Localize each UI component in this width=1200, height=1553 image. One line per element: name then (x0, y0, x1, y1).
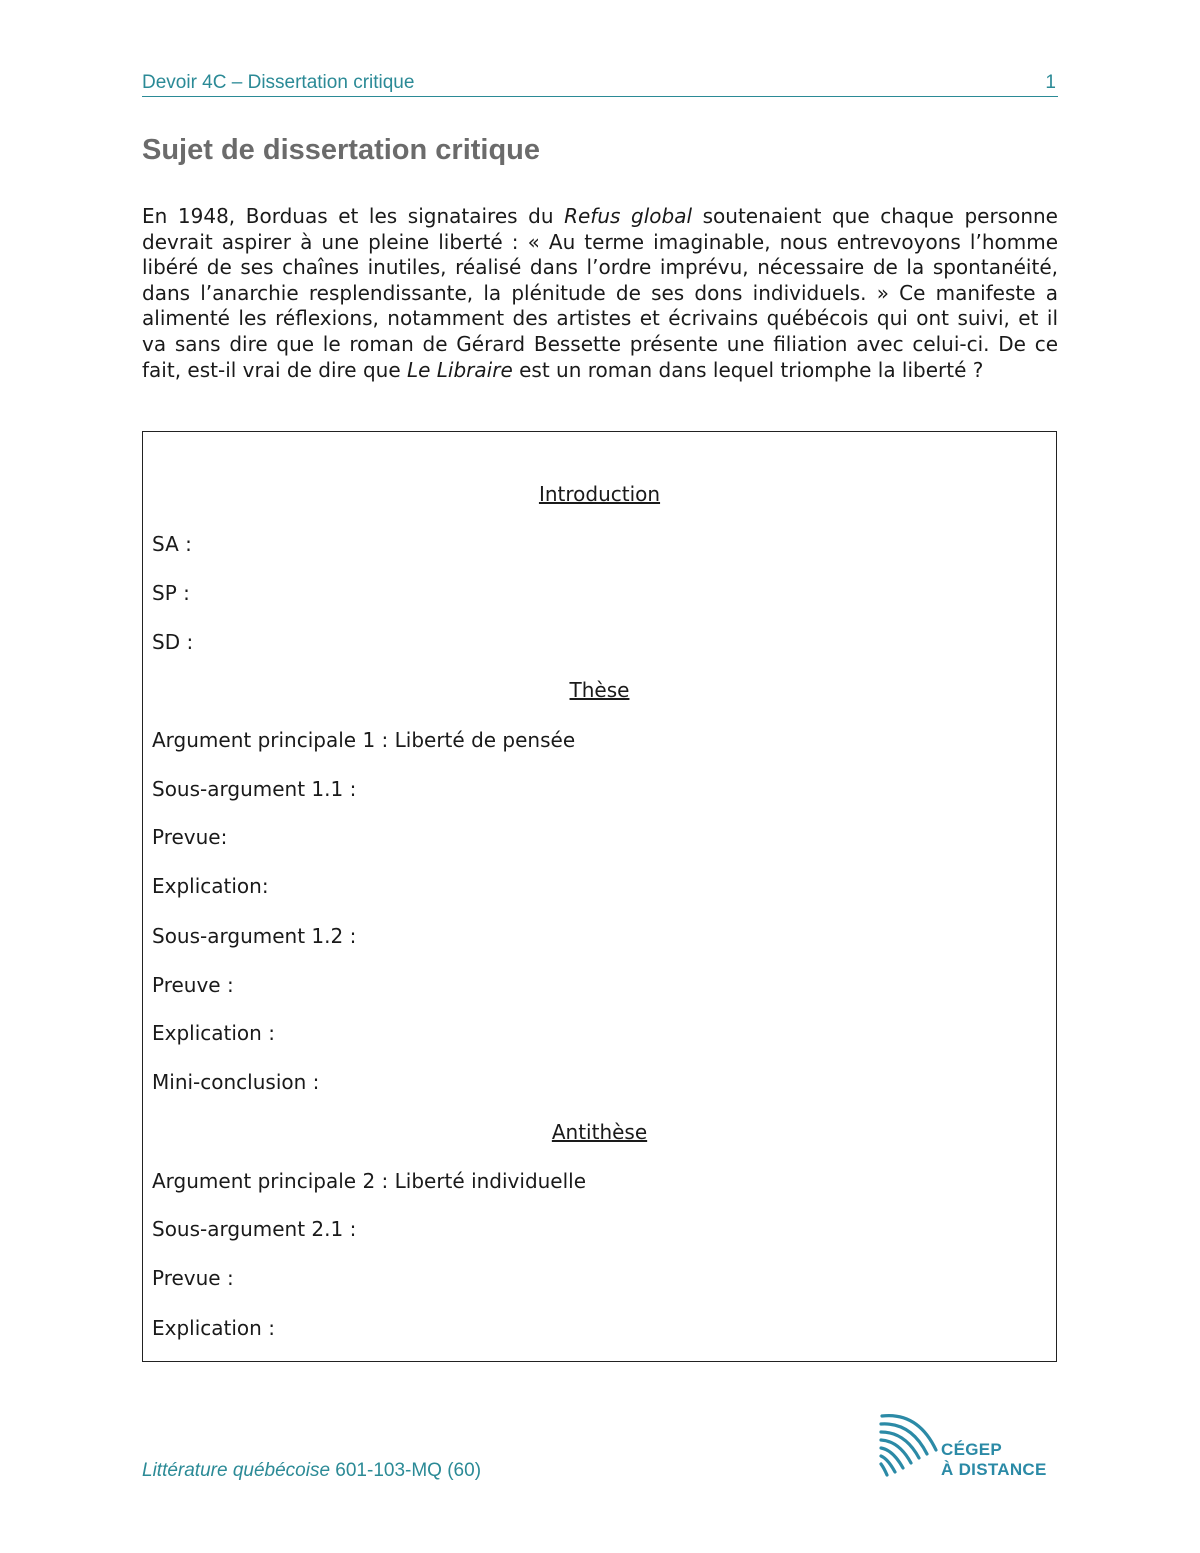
document-title: Sujet de dissertation critique (142, 134, 541, 166)
course-name: Littérature québécoise (142, 1460, 331, 1481)
sous-argument-1-2-line: Sous-argument 1.2 : (152, 924, 357, 948)
intro-text-2: soutenaient que chaque personne devrait aspirer à une pleine liberté : « Au terme imaginable, nous entrevoyons l’homme libéré de ses chaînes inutiles, réalisé dans l’ordre imprévu, nécessaire de la spontanéité, dans l’anarchie resplendissante, la plénitude de ses dons individuels. » Ce manifeste a alimenté les réflexions, notamment des artistes et écrivains québécois qui ont suivi, et il va sans dire que le roman de Gérard Bessette présente une filiation avec celui-ci. De ce fait, est-il vrai de dire que (142, 204, 1058, 382)
prevue-1-line: Prevue: (152, 825, 228, 849)
explication-3-line: Explication : (152, 1316, 275, 1340)
le-libraire-title: Le Libraire (406, 357, 513, 382)
antithese-heading: Antithèse (551, 1120, 648, 1144)
intro-text-1: En 1948, Borduas et les signataires du (142, 204, 565, 228)
prevue-3-line: Prevue : (152, 1266, 234, 1290)
page-number: 1 (1045, 72, 1056, 93)
page-header (142, 70, 1058, 97)
sd-line: SD : (152, 630, 194, 654)
logo-text-cegep: CÉGEP (941, 1440, 1003, 1459)
header-title: Devoir 4C – Dissertation critique (142, 72, 415, 93)
course-code: 601-103-MQ (60) (330, 1460, 482, 1481)
argument-2-line: Argument principale 2 : Liberté individuelle (152, 1169, 587, 1193)
introduction-heading: Introduction (538, 482, 661, 506)
outline-box (142, 431, 1057, 1362)
logo-wave-7 (881, 1464, 887, 1475)
sous-argument-1-1-line: Sous-argument 1.1 : (152, 777, 357, 801)
logo-waves (881, 1416, 936, 1475)
mini-conclusion-line: Mini-conclusion : (152, 1070, 320, 1094)
preuve-2-line: Preuve : (152, 973, 234, 997)
sous-argument-2-1-line: Sous-argument 2.1 : (152, 1217, 357, 1241)
intro-text-3: est un roman dans lequel triomphe la liberté ? (512, 357, 984, 382)
logo-text-distance: À DISTANCE (941, 1460, 1047, 1479)
refus-global-title: Refus global (564, 204, 693, 228)
explication-1-line: Explication: (152, 874, 269, 898)
sa-line: SA : (152, 532, 192, 556)
sp-line: SP : (152, 581, 190, 605)
intro-paragraph (142, 204, 1058, 383)
argument-1-line: Argument principale 1 : Liberté de pensée (152, 728, 576, 752)
these-heading: Thèse (569, 678, 630, 702)
footer-course (142, 1460, 481, 1482)
explication-2-line: Explication : (152, 1021, 275, 1045)
